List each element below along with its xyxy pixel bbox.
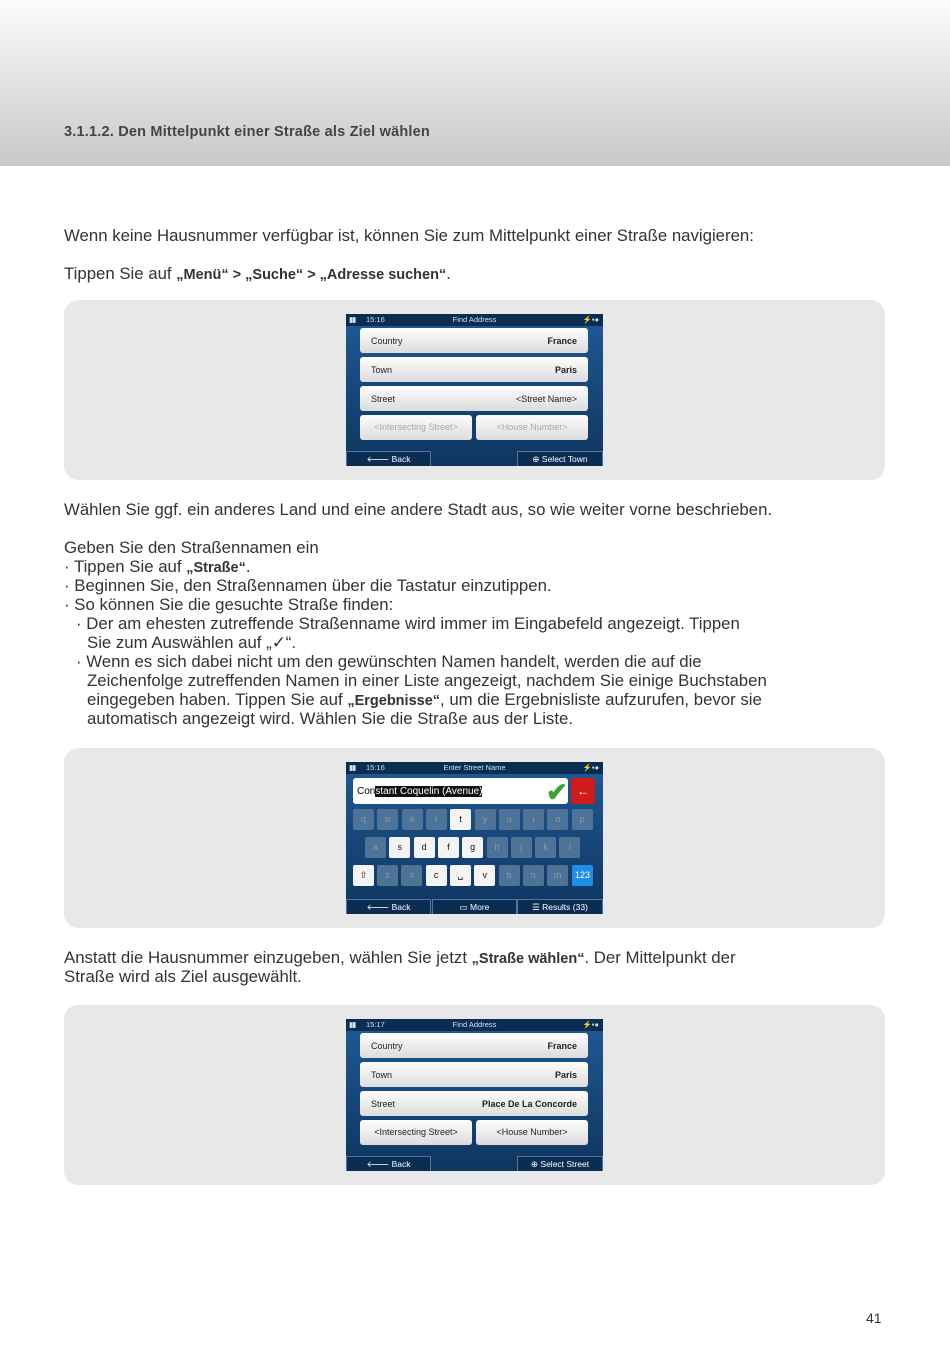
key-t[interactable]: t <box>450 809 471 830</box>
status-icons: ⚡▪● <box>582 1020 599 1029</box>
screenshot-panel-enter-street <box>64 748 885 928</box>
device-screen <box>346 314 603 466</box>
key-b[interactable]: b <box>499 865 520 886</box>
country-row[interactable]: Country France <box>360 1033 588 1058</box>
sub-bullet-2-line2: Zeichenfolge zutreffenden Namen in einer Liste angezeigt, nachdem Sie einige Buchstaben <box>87 671 767 690</box>
screen-title: Find Address <box>452 1020 497 1029</box>
status-bar: ▮▮ 15:16 Enter Street Name ⚡▪● <box>346 762 603 774</box>
country-row[interactable]: Country France <box>360 328 588 353</box>
key-v[interactable]: v <box>474 865 495 886</box>
house-number-button[interactable]: <House Number> <box>476 415 588 440</box>
signal-icon: ▮▮ <box>349 763 356 772</box>
backspace-button[interactable] <box>571 778 595 804</box>
crosshair-icon: ⊕ <box>532 454 540 464</box>
select-street-button[interactable]: ⊕ Select Street <box>517 1156 603 1171</box>
street-row[interactable]: Street <Street Name> <box>360 386 588 411</box>
key-n[interactable]: n <box>523 865 544 886</box>
key-f[interactable]: f <box>438 837 459 858</box>
bullet-tap-street: · Tippen Sie auf „Straße“. <box>64 557 251 576</box>
shift-key[interactable] <box>353 865 374 886</box>
back-button[interactable]: 🡐 Back <box>346 899 431 914</box>
sub-bullet-1-line2: Sie zum Auswählen auf „✓“. <box>87 633 297 652</box>
street-row[interactable]: Street Place De La Concorde <box>360 1091 588 1116</box>
select-town-button[interactable]: ⊕ Select Town <box>517 451 603 466</box>
key-r[interactable]: r <box>426 809 447 830</box>
town-row[interactable]: Town Paris <box>360 357 588 382</box>
page-header <box>0 0 950 166</box>
back-button[interactable]: 🡐 Back <box>346 451 431 466</box>
key-a[interactable]: a <box>365 837 386 858</box>
crosshair-icon: ⊕ <box>530 1159 539 1169</box>
key-o[interactable]: o <box>547 809 568 830</box>
key-e[interactable]: e <box>402 809 423 830</box>
key-space[interactable]: ␣ <box>450 865 471 886</box>
key-w[interactable]: w <box>377 809 398 830</box>
key-y[interactable]: y <box>475 809 496 830</box>
key-q[interactable]: q <box>353 809 374 830</box>
key-x[interactable]: x <box>401 865 422 886</box>
sub-bullet-2-line1: · Wenn es sich dabei nicht um den gewünschten Namen handelt, werden die auf die <box>76 652 702 671</box>
arrow-left-icon: 🡐 <box>366 902 390 912</box>
key-p[interactable]: p <box>572 809 593 830</box>
signal-icon: ▮▮ <box>349 1020 356 1029</box>
key-j[interactable]: j <box>511 837 532 858</box>
instead-text-line1: Anstatt die Hausnummer einzugeben, wählen Sie jetzt „Straße wählen“. Der Mittelpunkt der <box>64 948 736 967</box>
screenshot-panel-find-address <box>64 300 885 480</box>
shift-icon: ⇧ <box>359 870 368 880</box>
sub-bullet-2-line3: eingegeben haben. Tippen Sie auf „Ergebnisse“, um die Ergebnisliste aufzurufen, bevor sie <box>87 690 762 709</box>
menu-path: „Menü“ > „Suche“ > „Adresse suchen“ <box>176 267 447 283</box>
page-number: 41 <box>866 1310 882 1326</box>
status-bar: ▮▮ 15:17 Find Address ⚡▪● <box>346 1019 603 1031</box>
backspace-icon: ← <box>577 784 589 798</box>
screen-title: Enter Street Name <box>443 763 506 772</box>
intersecting-street-button[interactable]: <Intersecting Street> <box>360 1120 472 1145</box>
back-button[interactable]: 🡐 Back <box>346 1156 431 1171</box>
intro-text: Wenn keine Hausnummer verfügbar ist, können Sie zum Mittelpunkt einer Straße navigieren: <box>64 226 754 245</box>
results-button[interactable]: ☰ Results (33) <box>517 899 603 914</box>
tap-instruction: Tippen Sie auf „Menü“ > „Suche“ > „Adresse suchen“. <box>64 264 451 283</box>
arrow-left-icon: 🡐 <box>366 1159 390 1169</box>
bullet-type: · Beginnen Sie, den Straßennamen über die Tastatur einzutippen. <box>64 576 552 595</box>
key-l[interactable]: l <box>559 837 580 858</box>
screenshot-panel-find-address-street <box>64 1005 885 1185</box>
key-h[interactable]: h <box>487 837 508 858</box>
num-key[interactable]: 123 <box>572 865 593 886</box>
enter-street-text: Geben Sie den Straßennamen ein <box>64 538 319 557</box>
arrow-left-icon: 🡐 <box>366 454 390 464</box>
sub-bullet-2-line4: automatisch angezeigt wird. Wählen Sie die Straße aus der Liste. <box>87 709 573 728</box>
more-icon: ▭ <box>459 902 468 912</box>
bullet-find: · So können Sie die gesuchte Straße finden: <box>64 595 394 614</box>
key-c[interactable]: c <box>426 865 447 886</box>
key-d[interactable]: d <box>414 837 435 858</box>
screen-title: Find Address <box>452 315 497 324</box>
key-m[interactable]: m <box>547 865 568 886</box>
status-icons: ⚡▪● <box>582 315 599 324</box>
instead-text-line2: Straße wird als Ziel ausgewählt. <box>64 967 302 986</box>
status-bar: ▮▮ 15:16 Find Address ⚡▪● <box>346 314 603 326</box>
key-i[interactable]: i <box>523 809 544 830</box>
signal-icon: ▮▮ <box>349 315 356 324</box>
key-k[interactable]: k <box>535 837 556 858</box>
choose-country-text: Wählen Sie ggf. ein anderes Land und eine andere Stadt aus, so wie weiter vorne beschrieben. <box>64 500 773 519</box>
sub-bullet-1-line1: · Der am ehesten zutreffende Straßenname wird immer im Eingabefeld angezeigt. Tippen <box>76 614 740 633</box>
checkmark-icon[interactable]: ✔ <box>546 777 568 807</box>
device-screen <box>346 1019 603 1171</box>
more-button[interactable]: ▭ More <box>432 899 517 914</box>
key-g[interactable]: g <box>462 837 483 858</box>
town-row[interactable]: Town Paris <box>360 1062 588 1087</box>
device-screen-keyboard <box>346 762 603 914</box>
street-name-input[interactable]: Constant Coquelin (Avenue) ✔ <box>353 778 568 804</box>
key-s[interactable]: s <box>389 837 410 858</box>
status-icons: ⚡▪● <box>582 763 599 772</box>
house-number-button[interactable]: <House Number> <box>476 1120 588 1145</box>
key-u[interactable]: u <box>499 809 520 830</box>
section-title: 3.1.1.2. Den Mittelpunkt einer Straße als Ziel wählen <box>64 124 430 140</box>
intersecting-street-button[interactable]: <Intersecting Street> <box>360 415 472 440</box>
key-z[interactable]: z <box>377 865 398 886</box>
list-icon: ☰ <box>532 902 540 912</box>
